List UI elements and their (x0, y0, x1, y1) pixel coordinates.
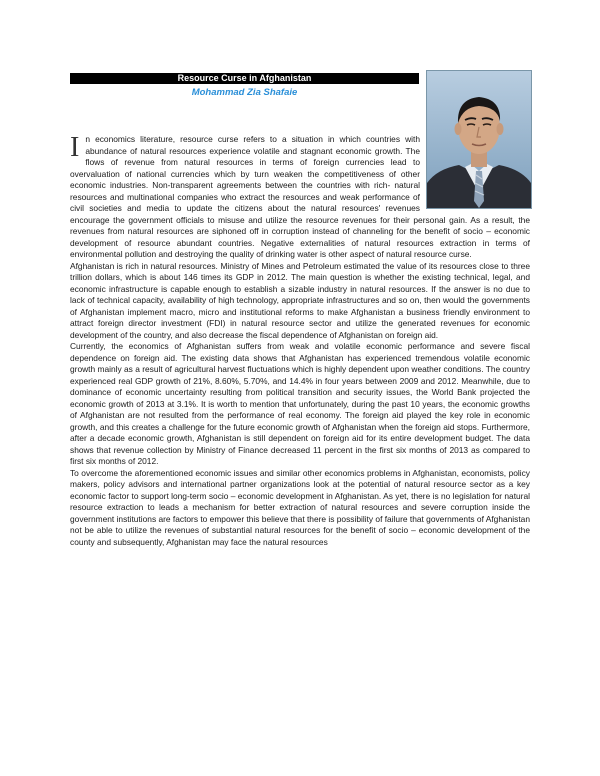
article-title: Resource Curse in Afghanistan (70, 73, 419, 84)
paragraph-2: Afghanistan is rich in natural resources. Ministry of Mines and Petroleum estimated the value of its resources close to three trillion dollars, which is about 146 times its GDP in 2012. The main question is whether the existing technical, legal, and economic infrastructure is capable enough to establish a sizable industry in natural resources. If the answer is no due to lack of technical capacity, availability of high technology, appropriate infrastructures and so on, then would the governments of Afghanistan implement macro, micro and institutional reforms to make Afghanistan a business friendly environment to attract foreign director investment (FDI) in natural resource sector and utilize the generated revenues for economic development of the country, and also decrease the fiscal dependence of Afghanistan on foreign aid. (70, 260, 530, 340)
article-body (70, 134, 530, 548)
paragraph-1-text: n economics literature, resource curse refers to a situation in which countries with abundance of natural resources experience volatile and stagnant economic growth. The flows of revenue from natural resources in terms of foreign currencies lead to overvaluation of national currencies which by turn weaken the competitiveness of other economic industries. Non-transparent agreements between the countries with rich- natural resources and multinational companies who extract the resources and weak performance of civil societies and media to update the citizens about the natural resources' revenues encourage the government officials to misuse and utilize the resource revenues for their personal gain. As a result, the revenues from natural resources are siphoned off in corruption instead of channeling for the benefit of socio – economic development of resource abundant countries. Negative externalities of natural resources extraction in terms of environmental pollution and destroying the quality of drinking water is other aspect of natural resource curse. (70, 134, 530, 259)
photo-wrap-spacer (420, 134, 530, 214)
paragraph-4: To overcome the aforementioned economic issues and similar other economics problems in Afghanistan, economists, policy makers, policy advisors and international partner organizations look at the potential of natural resource sector as a key economic factor to support long-term socio – economic development in Afghanistan. As yet, there is no legislation for natural resource extraction to leads a mechanism for better extraction of natural resources and severe corruption inside the government institutions are factors to empower this believe that there is possibility of failure that governments of Afghanistan not be able to utilize the revenues of substantial natural resources for the benefit of socio – economic development of the county and subsequently, Afghanistan may face the natural resources (70, 467, 530, 547)
drop-cap: I (70, 132, 80, 163)
article-author: Mohammad Zia Shafaie (191, 87, 298, 98)
paragraph-3: Currently, the economics of Afghanistan suffers from weak and volatile economic performance and severe fiscal dependence on foreign aid. The existing data shows that Afghanistan has experienced tremendous volatile economic growth mainly as a result of agricultural harvest fluctuations which is highly dependent upon weather conditions. The country experienced real GDP growth of 21%, 8.60%, 5.70%, and 14.4% in four years between 2009 and 2012. Meanwhile, due to dominance of economic uncertainty resulting from political transition and security issues, the World Bank projected the economic growth of 2013 at 3.1%. It is worth to mention that unfortunately, during the past 10 years, the economic growths of Afghanistan are not resulted from the performance of real economy. The foreign aid played the key role in economic growth, and this creates a challenge for the future economic growth of Afghanistan when the foreign aid stops. Furthermore, after a decade economic growth, Afghanistan is still dependent on foreign aid for its entire development budget. The data shows that revenue collection by Ministry of Finance decreased 11 percent in the first six months of 2013 as compared to first six months of 2012. (70, 341, 530, 466)
